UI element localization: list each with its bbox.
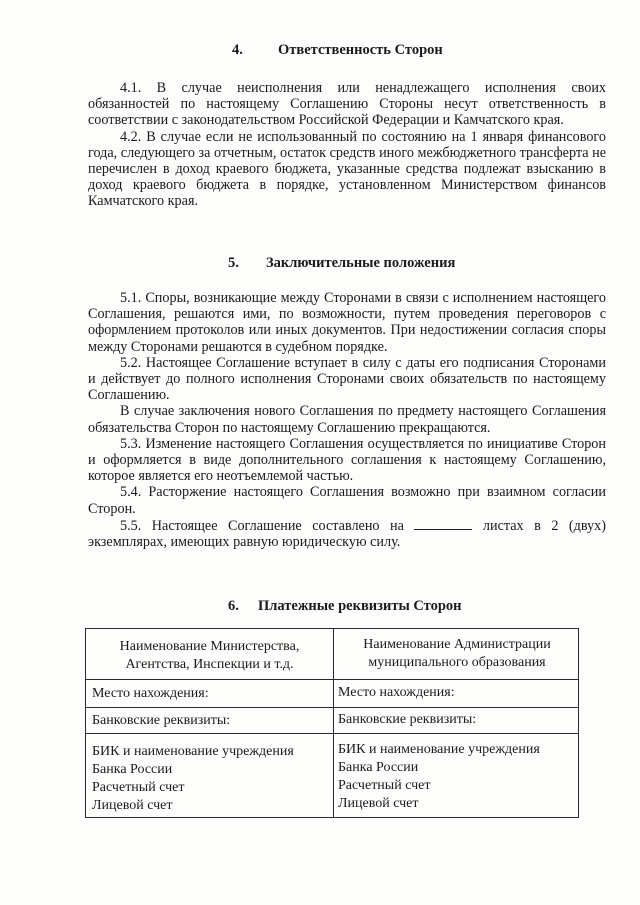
requisite-line: Лицевой счет xyxy=(338,796,419,811)
section-title: Заключительные положения xyxy=(266,255,456,271)
left-location-cell: Место нахождения: xyxy=(92,686,209,701)
requisites-table xyxy=(85,628,579,818)
paragraph: 4.2. В случае если не использованный по состоянию на 1 января финансового года, следующего за отчетным, остаток средств иного межбюджетного трансферта не перечислен в доход краевого бюджета, указанные средства подлежат взысканию в доход краевого бюджета в порядке, установленном Министерством финансов Камчатского края. xyxy=(88,128,606,210)
requisite-line: Банка России xyxy=(92,762,173,777)
header-line: Наименование Министерства, xyxy=(119,639,300,654)
paragraph: 5.3. Изменение настоящего Соглашения осуществляется по инициативе Сторон и оформляется в виде дополнительного соглашения к настоящему Соглашению, которое является его неотъемлемой частью. xyxy=(88,435,606,485)
right-requisites-cell xyxy=(338,741,540,813)
section-4-heading xyxy=(232,42,443,59)
paragraph xyxy=(88,517,606,550)
left-requisites-cell xyxy=(92,743,294,815)
row-divider xyxy=(86,733,578,734)
section-title: Ответственность Сторон xyxy=(278,42,443,58)
paragraph: 5.1. Споры, возникающие между Сторонами в связи с исполнением настоящего Соглашения, решаются ими, по возможности, путем проведения переговоров с оформлением протоколов или иных документов. При недостижении согласия споры между Сторонами решаются в судебном порядке. xyxy=(88,290,606,355)
section-4-body xyxy=(88,80,606,210)
right-bank-cell: Банковские реквизиты: xyxy=(338,712,477,727)
paragraph-text: листах в 2 (двух) экземплярах, имеющих равную юридическую силу. xyxy=(88,517,606,551)
row-divider xyxy=(86,707,578,708)
requisite-line: БИК и наименование учреждения xyxy=(92,744,294,759)
header-line: Агентства, Инспекции и т.д. xyxy=(125,657,294,672)
blank-line xyxy=(414,517,472,530)
section-number: 4. xyxy=(232,42,243,58)
requisite-line: Лицевой счет xyxy=(92,798,173,813)
row-divider xyxy=(86,679,578,680)
section-5-body xyxy=(88,290,606,550)
paragraph: 5.2. Настоящее Соглашение вступает в силу с даты его подписания Сторонами и действует до полного исполнения Сторонами своих обязательств по настоящему Соглашению. xyxy=(88,354,606,404)
section-title: Платежные реквизиты Сторон xyxy=(258,598,462,614)
right-location-cell: Место нахождения: xyxy=(338,685,455,700)
header-line: муниципального образования xyxy=(368,655,546,670)
paragraph: 4.1. В случае неисполнения или ненадлежащего исполнения своих обязанностей по настоящему Соглашению Стороны несут ответственность в соответствии с законодательством Российской Федерации и Камчатского края. xyxy=(88,80,606,129)
left-header-cell xyxy=(86,638,333,674)
requisite-line: БИК и наименование учреждения xyxy=(338,742,540,757)
paragraph: В случае заключения нового Соглашения по предмету настоящего Соглашения обязательства Сторон по настоящему Соглашению прекращаются. xyxy=(88,403,606,436)
paragraph-text: 5.5. Настоящее Соглашение составлено на xyxy=(120,517,404,534)
requisite-line: Расчетный счет xyxy=(92,780,185,795)
right-header-cell xyxy=(334,636,580,672)
section-number: 6. xyxy=(228,598,239,614)
requisite-line: Банка России xyxy=(338,760,419,775)
left-bank-cell: Банковские реквизиты: xyxy=(92,713,231,728)
section-number: 5. xyxy=(228,255,239,271)
section-5-heading xyxy=(228,255,455,272)
header-line: Наименование Администрации xyxy=(363,637,551,652)
section-6-heading xyxy=(228,598,462,615)
requisite-line: Расчетный счет xyxy=(338,778,431,793)
paragraph: 5.4. Расторжение настоящего Соглашения возможно при взаимном согласии Сторон. xyxy=(88,484,606,517)
